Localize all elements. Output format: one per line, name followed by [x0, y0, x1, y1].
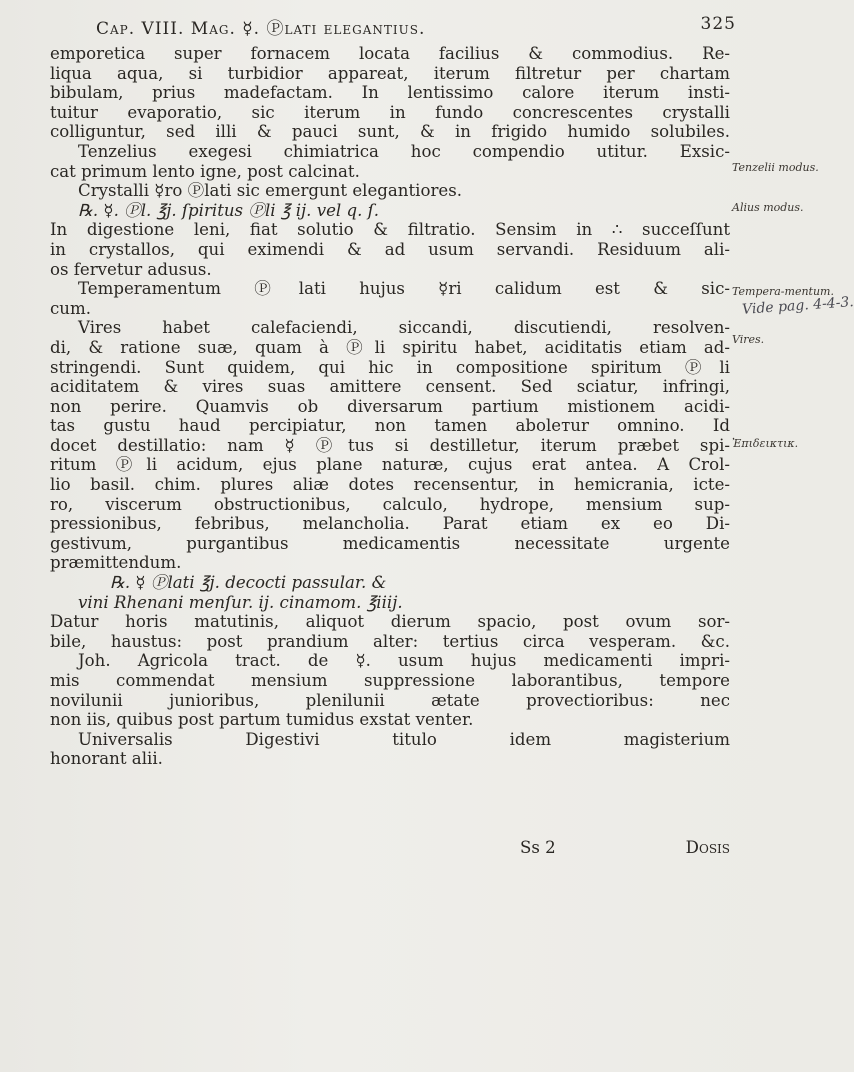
text-line: In digestione leni, fiat solutio & filtratio. Sensim in ∴ succeſſunt — [50, 220, 730, 240]
text-line: gestivum, purgantibus medicamentis necessitate urgente — [50, 533, 730, 553]
text-line: præmittendum. — [50, 553, 182, 573]
margin-note: Tempera-mentum. — [732, 285, 834, 298]
margin-note: Alius modus. — [732, 201, 804, 214]
text-line: stringendi. Sunt quidem, qui hic in compositione spiritum Ⓟli — [50, 357, 730, 377]
handwritten-note: Vide pag. 4-4-3. — [741, 294, 854, 318]
text-line: tuitur evaporatio, sic iterum in fundo concrescentes crystalli — [50, 102, 730, 122]
text-line: novilunii junioribus, plenilunii ætate provectioribus: nec — [50, 690, 730, 710]
text-line: bibulam, prius madefactam. In lentissimo calore iterum insti- — [50, 83, 730, 103]
text-line: ro, viscerum obstructionibus, calculo, hydrope, mensium sup- — [50, 494, 730, 514]
text-line: ritum Ⓟli acidum, ejus plane naturæ, cujus erat antea. A Crol- — [50, 455, 730, 475]
text-line: pressionibus, febribus, melancholia. Parat etiam ex eo Di- — [50, 514, 730, 534]
text-line: cat primum lento igne, post calcinat. — [50, 161, 360, 181]
text-line: aciditatem & vires suas amittere censent. Sed sciatur, infringi, — [50, 377, 730, 397]
text-line: di, & ratione suæ, quam à Ⓟli spiritu habet, aciditatis etiam ad- — [50, 337, 730, 357]
running-title: Cap. VIII. Mag. ☿. Ⓟlati elegantius. — [96, 19, 426, 39]
section-heading: Crystalli ☿ro Ⓟlati sic emergunt elegantiores. — [78, 181, 462, 201]
margin-note: Tenzelii modus. — [732, 161, 819, 174]
text-line: os fervetur adusus. — [50, 259, 212, 279]
text-line: Universalis Digestivi titulo idem magisterium — [78, 729, 730, 749]
text-line: liqua aqua, si turbidior appareat, iterum filtretur per chartam — [50, 63, 730, 83]
recipe-line: vini Rhenani menſur. ij. cinamom. ℥iiij. — [78, 592, 403, 612]
text-line: mis commendat mensium suppressione laborantibus, tempore — [50, 671, 730, 690]
text-line: in crystallos, qui eximendi & ad usum servandi. Residuum ali- — [50, 239, 730, 259]
text-line: Datur horis matutinis, aliquot dierum spacio, post ovum sor- — [50, 612, 730, 632]
text-line: bile, haustus: post prandium alter: tertius circa vesperam. &c. — [50, 631, 730, 651]
recipe-line: ℞. ☿ Ⓟlati ℥j. decocti passular. & — [110, 573, 387, 593]
text-line: tas gustu haud percipiatur, non tamen abolетur omnino. Id — [50, 416, 730, 436]
catchword: Dosis — [685, 838, 730, 857]
body-text — [50, 44, 730, 769]
text-line: non iis, quibus post partum tumidus exstat venter. — [50, 710, 474, 730]
text-line: cum. — [50, 298, 91, 318]
text-line: Joh. Agricola tract. de ☿. usum hujus medicamenti impri- — [78, 651, 730, 671]
text-line: honorant alii. — [50, 749, 163, 769]
text-line: lio basil. chim. plures aliæ dotes recensentur, in hemicrania, icte- — [50, 475, 730, 495]
page-footer — [50, 838, 730, 860]
text-line: emporetica super fornacem locata facilius & commodius. Re- — [50, 44, 730, 63]
text-line: Tenzelius exegesi chimiatrica hoc compendio utitur. Exsic- — [78, 141, 730, 161]
text-line: docet destillatio: nam ☿ Ⓟtus si destilletur, iterum præbet spi- — [50, 435, 730, 455]
margin-note: Vires. — [732, 333, 765, 346]
text-line: Vires habet calefaciendi, siccandi, discutiendi, resolven- — [78, 318, 730, 338]
recipe-line: ℞. ☿. Ⓟl. ℥j. ſpiritus Ⓟli ℥ ij. vel q. ſ. — [78, 200, 380, 220]
text-line: colliguntur, sed illi & pauci sunt, & in frigido humido solubiles. — [50, 122, 730, 142]
page-number: 325 — [700, 14, 736, 34]
signature-mark: Ss 2 — [520, 838, 556, 857]
text-line: non perire. Quamvis ob diversarum partium mistionem acidi- — [50, 396, 730, 416]
margin-note: Ἐπιδεικτικ. — [732, 437, 799, 450]
running-header — [96, 14, 736, 40]
section-heading: Temperamentum Ⓟlati hujus ☿ri calidum est & sic- — [78, 279, 730, 299]
